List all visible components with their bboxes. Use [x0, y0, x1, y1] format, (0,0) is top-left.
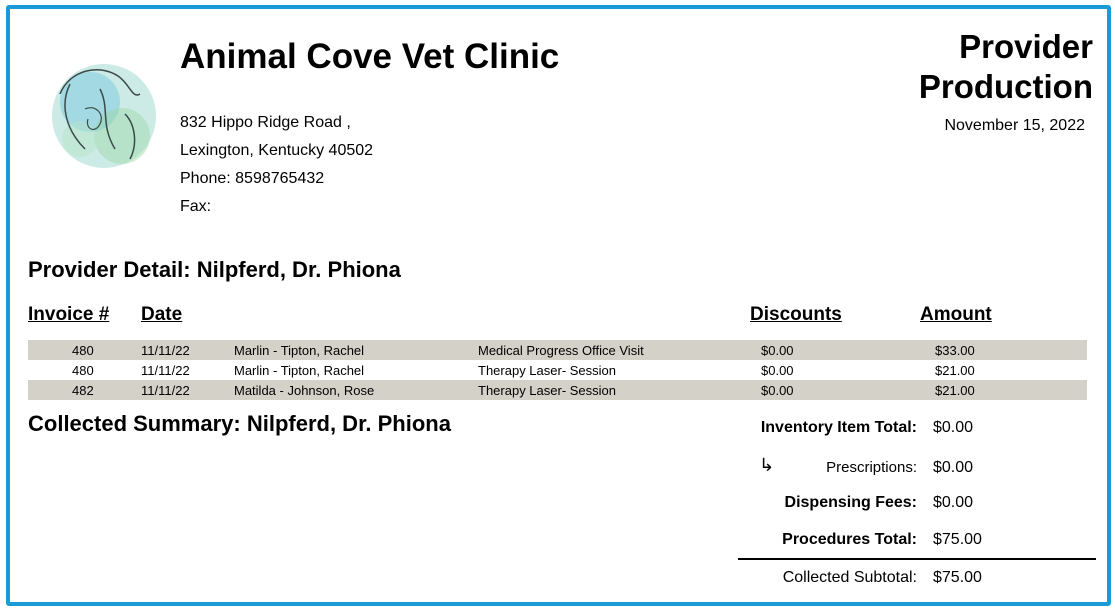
- table-row: [28, 360, 1087, 380]
- procedures-total-value: $75.00: [933, 531, 982, 548]
- procedures-total-label: Procedures Total:: [782, 531, 917, 548]
- dispensing-fees-label: Dispensing Fees:: [784, 494, 917, 511]
- row-invoice: 482: [72, 383, 94, 398]
- report-title-line1: Provider: [959, 28, 1093, 65]
- table-row: [28, 340, 1087, 360]
- provider-detail-heading: Provider Detail: Nilpferd, Dr. Phiona: [28, 257, 401, 282]
- clinic-phone: Phone: 8598765432: [180, 170, 325, 187]
- row-patient: Marlin - Tipton, Rachel: [234, 363, 365, 378]
- report-title: [919, 27, 1093, 107]
- column-invoice: Invoice #: [28, 304, 110, 325]
- row-description: Therapy Laser- Session: [478, 363, 617, 378]
- dispensing-fees-value: $0.00: [933, 494, 974, 511]
- row-patient: Matilda - Johnson, Rose: [234, 383, 375, 398]
- table-row: [28, 380, 1087, 400]
- row-date: 11/11/22: [141, 383, 190, 398]
- row-discount: $0.00: [761, 363, 794, 378]
- column-amount: Amount: [920, 304, 992, 325]
- report-frame: [6, 5, 1111, 606]
- row-invoice: 480: [72, 343, 94, 358]
- row-date: 11/11/22: [141, 343, 190, 358]
- row-amount: $21.00: [935, 363, 975, 378]
- row-description: Medical Progress Office Visit: [478, 343, 644, 358]
- clinic-fax: Fax:: [180, 198, 212, 215]
- summary-divider: [738, 558, 1096, 560]
- row-date: 11/11/22: [141, 363, 190, 378]
- row-amount: $33.00: [935, 343, 975, 358]
- row-patient: Marlin - Tipton, Rachel: [234, 343, 365, 358]
- collected-summary-heading: Collected Summary: Nilpferd, Dr. Phiona: [28, 411, 451, 436]
- row-invoice: 480: [72, 363, 94, 378]
- clinic-logo: [40, 54, 160, 174]
- report-date: November 15, 2022: [944, 117, 1085, 134]
- clinic-name: Animal Cove Vet Clinic: [180, 37, 560, 76]
- row-discount: $0.00: [761, 383, 794, 398]
- clinic-address-line2: Lexington, Kentucky 40502: [180, 142, 374, 159]
- collected-subtotal-label: Collected Subtotal:: [782, 569, 917, 586]
- inventory-total-label: Inventory Item Total:: [760, 419, 917, 436]
- inventory-total-value: $0.00: [933, 419, 974, 436]
- row-description: Therapy Laser- Session: [478, 383, 617, 398]
- prescriptions-value: $0.00: [933, 459, 974, 476]
- sub-item-arrow-icon: ↳: [759, 455, 775, 475]
- column-discounts: Discounts: [750, 304, 842, 325]
- report-title-line2: Production: [918, 68, 1093, 105]
- row-amount: $21.00: [935, 383, 975, 398]
- collected-subtotal-value: $75.00: [933, 569, 982, 586]
- clinic-address-line1: 832 Hippo Ridge Road ,: [180, 114, 351, 131]
- column-date: Date: [141, 304, 183, 325]
- row-discount: $0.00: [761, 343, 794, 358]
- prescriptions-label: Prescriptions:: [826, 459, 917, 476]
